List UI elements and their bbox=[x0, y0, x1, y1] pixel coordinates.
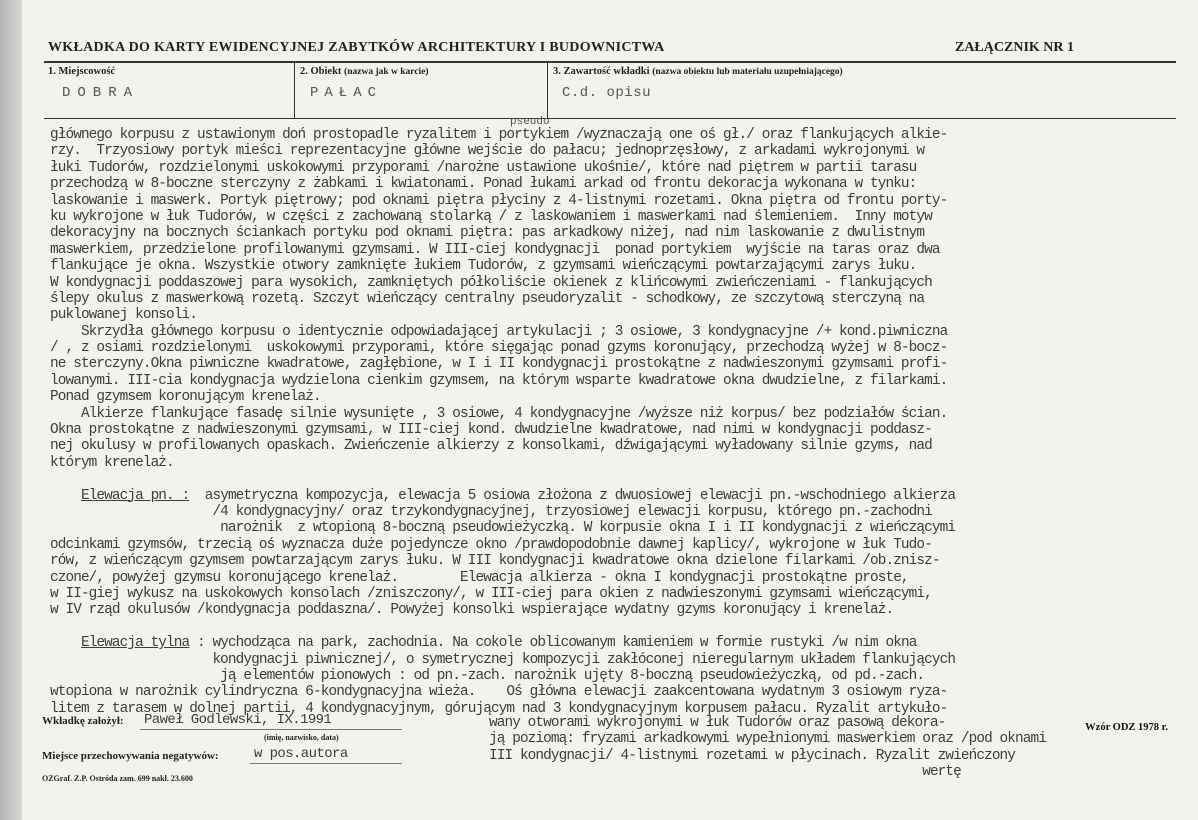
continuation-line: wertę bbox=[489, 764, 961, 781]
line-text: ku wykrojone w łuk Tudorów, w części z zachowaną stolarką / z laskowaniem i maswerkami nad ślemieniem. Inny motyw bbox=[50, 208, 932, 225]
line-text: Okna prostokątne z nadwieszonymi gzymsami, w III-ciej kond. dwudzielne kwadratowe, nad nimi w kondygnacji poddasz- bbox=[50, 422, 932, 439]
body-line bbox=[50, 356, 955, 372]
field-label-text: 3. Zawartość wkładki bbox=[553, 66, 650, 77]
fields-bottom-rule bbox=[44, 118, 1176, 119]
continuation-line: wany otworami wykrojonymi w łuk Tudorów oraz pasową dekora- bbox=[489, 715, 946, 731]
body-line bbox=[50, 553, 955, 569]
line-text: rów, z wieńczącym gzymsem powtarzającym zarys łuku. W III kondygnacji kwadratowe okna dzielone filarkami /ob.znisz- bbox=[50, 553, 940, 570]
line-text: narożnik z wtopioną 8-boczną pseudowieżyczką. W korpusie okna I i II kondygnacji z wieńczącymi bbox=[50, 520, 956, 537]
body-line bbox=[50, 127, 955, 143]
body-line bbox=[50, 438, 955, 454]
body-line bbox=[50, 488, 955, 504]
line-text: : wychodząca na park, zachodnia. Na cokole oblicowanym kamieniem w formie rustyki /w nim okna bbox=[189, 635, 917, 652]
line-text: lowanymi. III-cia kondygnacja wydzielona cienkim gzymsem, na którym wsparte kwadratowe okna dwudzielne, z filarkami. bbox=[50, 372, 948, 389]
body-line bbox=[50, 324, 955, 340]
content-value: C.d. opisu bbox=[562, 85, 652, 101]
line-text: wtopiona w narożnik cylindryczna 6-kondygnacyjna wieża. Oś główna elewacji zaakcentowana wydatnym 3 osiowym ryza- bbox=[50, 684, 948, 701]
body-line bbox=[50, 619, 955, 635]
body-line bbox=[50, 652, 955, 668]
line-text: puklowanej konsoli. bbox=[50, 307, 197, 324]
body-line bbox=[50, 225, 955, 241]
form-title: WKŁADKA DO KARTY EWIDENCYJNEJ ZABYTKÓW ARCHITEKTURY I BUDOWNICTWA bbox=[48, 40, 665, 55]
body-line bbox=[50, 471, 955, 487]
line-text: laskowanie i maswerk. Portyk piętrowy; pod oknami piętra płyciny z 4-listnymi rozetami. Okna piętra od frontu porty- bbox=[50, 192, 948, 209]
line-text: maswerkiem, przedzielone profilowanymi gzymsami. W III-ciej kondygnacji ponad portykiem wyjście na taras oraz dwa bbox=[50, 241, 940, 258]
field-label-object bbox=[300, 66, 429, 77]
line-text: kondygnacji piwnicznej/, o symetrycznej kompozycji zakłóconej nieregularnym układem flankujących bbox=[50, 651, 956, 668]
field-divider-2 bbox=[547, 62, 548, 118]
line-text: którym krenelaż. bbox=[50, 454, 174, 471]
body-line bbox=[50, 307, 955, 323]
section-heading: Elewacja tylna bbox=[80, 635, 190, 652]
line-text: ne sterczyny.Okna piwniczne kwadratowe, zagłębione, w I i II kondygnacji prostokątne z nadwieszonymi gzymsami profi- bbox=[50, 356, 948, 373]
line-text: Skrzydła głównego korpusu o identycznie odpowiadającej artykulacji ; 3 osiowe, 3 kondygnacyjne /+ kond.piwniczna bbox=[50, 323, 948, 340]
body-line bbox=[50, 275, 955, 291]
storage-line bbox=[250, 763, 402, 764]
field-label-note: (nazwa obiektu lub materiału uzupełniającego) bbox=[652, 67, 843, 77]
printer-info: OZGraf. Z.P. Ostróda zam. 699 nakł. 23.600 bbox=[42, 774, 193, 783]
description-body bbox=[50, 127, 955, 717]
line-text: W kondygnacji poddaszowej para wysokich, zamkniętych półkoliście okienek z klińcowymi zwieńczeniami - flankujących bbox=[50, 274, 932, 291]
body-line bbox=[50, 258, 955, 274]
body-line bbox=[50, 668, 955, 684]
body-line bbox=[50, 193, 955, 209]
field-label-note: (nazwa jak w karcie) bbox=[344, 67, 429, 77]
field-label-locality bbox=[48, 66, 115, 77]
field-label-content bbox=[553, 66, 843, 77]
line-text: nej okulusy w profilowanych opaskach. Zwieńczenie alkierzy z konsolkami, dźwigającymi wyładowany silnie gzyms, nad bbox=[50, 438, 932, 455]
line-text: rzy. Trzyosiowy portyk mieści reprezentacyjne główne wejście do pałacu; jednoprzęsłowy, z arkadami wykrojonymi w bbox=[50, 143, 925, 160]
line-text: głównego korpusu z ustawionym doń prostopadle ryzalitem i portykiem /wyznaczają one oś gł./ oraz flankujących alkie- bbox=[50, 127, 948, 143]
indent bbox=[50, 488, 81, 504]
storage-value: w pos.autora bbox=[254, 746, 348, 762]
field-divider-1 bbox=[294, 62, 295, 118]
line-text: asymetryczna kompozycja, elewacja 5 osiowa złożona z dwuosiowej elewacji pn.-wschodniego alkierza bbox=[189, 487, 956, 504]
line-text: litem z tarasem w dolnej partii, 4 kondygnacyjnym, górującym nad 3 kondygnacyjnym korpusem pałacu. Ryzalit artykuło- bbox=[50, 700, 948, 717]
attachment-number: ZAŁĄCZNIK NR 1 bbox=[954, 40, 1074, 55]
body-line bbox=[50, 373, 955, 389]
prepared-by-label: Wkładkę założył: bbox=[42, 715, 124, 727]
body-line bbox=[50, 406, 955, 422]
prepared-by-line bbox=[140, 729, 402, 730]
line-text: dekoracyjny na bocznych ściankach portyku pod oknami piętra: pas arkadkowy niżej, nad nim laskowanie z dwulistnym bbox=[50, 225, 925, 242]
line-text: Alkierze flankujące fasadę silnie wysunięte , 3 osiowe, 4 kondygnacyjne /wyższe niż korpus/ bez podziałów ścian. bbox=[50, 405, 948, 422]
locality-value: DOBRA bbox=[62, 85, 140, 101]
body-line bbox=[50, 176, 955, 192]
line-text: w II-giej wykusz na uskokowych konsolach /zniszczony/, w III-ciej para okien z nadwieszonymi gzymsami wieńczącymi, bbox=[50, 585, 932, 602]
indent bbox=[50, 635, 81, 651]
body-line bbox=[50, 455, 955, 471]
body-line bbox=[50, 422, 955, 438]
line-text: / , z osiami rozdzielonymi uskokowymi przyporami, które sięgając ponad gzyms koronujący, przechodzą wyżej w 8-bocz- bbox=[50, 340, 948, 357]
line-text: łuki Tudorów, rozdzielonymi uskokowymi przyporami /narożne ustawione ukośnie/, które nad piętrem w partii tarasu bbox=[50, 159, 917, 176]
field-label-text: 2. Obiekt bbox=[300, 66, 342, 77]
page-edge-shadow bbox=[0, 0, 22, 820]
line-text: flankujące je okna. Wszystkie otwory zamknięte łukiem Tudorów, z gzymsami wieńczącymi powtarzającymi zarys łuku. bbox=[50, 258, 917, 275]
line-text: ślepy okulus z maswerkową rozetą. Szczyt wieńczący centralny pseudoryzalit - schodkowy, ze szczytową sterczyną na bbox=[50, 290, 925, 307]
body-line bbox=[50, 143, 955, 159]
body-line bbox=[50, 520, 955, 536]
line-text: przechodzą w 8-boczne sterczyny z żabkami i kwiatonami. Ponad łukami arkad od frontu dekoracja wykonana w tynku: bbox=[50, 176, 917, 193]
prepared-by-note: (imię, nazwisko, data) bbox=[264, 733, 339, 742]
body-line bbox=[50, 242, 955, 258]
line-text: Ponad gzymsem koronującym krenelaż. bbox=[50, 389, 321, 406]
body-line bbox=[50, 537, 955, 553]
storage-label: Miejsce przechowywania negatywów: bbox=[42, 750, 219, 762]
typed-correction: pseudo bbox=[510, 116, 550, 128]
body-line bbox=[50, 684, 955, 700]
field-label-text: 1. Miejscowość bbox=[48, 66, 116, 77]
prepared-by-value: Paweł Godlewski, IX.1991 bbox=[144, 712, 332, 728]
body-line bbox=[50, 504, 955, 520]
header-rule bbox=[44, 61, 1176, 63]
body-line bbox=[50, 570, 955, 586]
body-line bbox=[50, 160, 955, 176]
line-text: ją elementów pionowych : od pn.-zach. narożnik ujęty 8-boczną pseudowieżyczką, od pd.-zach. bbox=[50, 667, 925, 684]
body-line bbox=[50, 586, 955, 602]
line-text: czone/, powyżej gzymsu koronującego krenelaż. Elewacja alkierza - okna I kondygnacji prostokątne proste, bbox=[50, 569, 909, 586]
body-line bbox=[50, 209, 955, 225]
body-line bbox=[50, 635, 955, 651]
line-text: /4 kondygnacyjny/ oraz trzykondygnacyjnej, trzyosiowej elewacji korpusu, którego pn.-zachodni bbox=[50, 503, 932, 520]
line-text: w IV rząd okulusów /kondygnacja poddaszna/. Powyżej konsolki wspierające wydatny gzyms koronujący i krenelaż. bbox=[50, 602, 894, 619]
continuation-line: ją poziomą: fryzami arkadkowymi wypełnionymi maswerkiem oraz /pod oknami bbox=[489, 731, 1046, 748]
description-continuation bbox=[489, 715, 1046, 781]
line-text: odcinkami gzymsów, trzecią oś wyznacza duże pojedyncze okno /prawdopodobnie dawnej kaplicy/, wykrojone w łuk Tudo- bbox=[50, 536, 932, 553]
object-value: PAŁAC bbox=[310, 85, 383, 101]
continuation-line: III kondygnacji/ 4-listnymi rozetami w płycinach. Ryzalit zwieńczony bbox=[489, 747, 1016, 764]
body-line bbox=[50, 602, 955, 618]
body-line bbox=[50, 291, 955, 307]
form-model: Wzór ODZ 1978 r. bbox=[1085, 722, 1168, 733]
body-line bbox=[50, 340, 955, 356]
section-heading: Elewacja pn. : bbox=[80, 487, 190, 504]
body-line bbox=[50, 389, 955, 405]
form-sheet bbox=[22, 0, 1198, 820]
